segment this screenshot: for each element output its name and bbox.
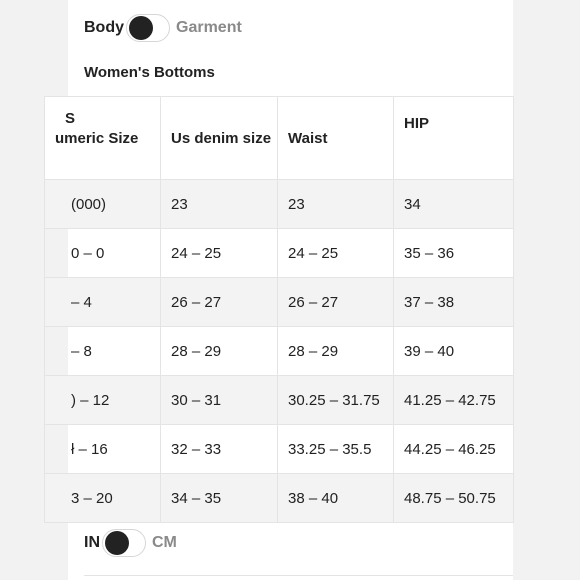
table-row [45,278,514,327]
size-table [44,96,514,523]
table-cell: 30 – 31 [161,376,278,425]
table-cell: – 8 [45,327,161,376]
header-waist: Waist [278,97,394,180]
table-cell: 23 [161,180,278,229]
header-line-2: umeric Size [55,130,139,147]
table-cell: 32 – 33 [161,425,278,474]
table-cell: 3 – 20 [45,474,161,523]
table-cell: 24 – 25 [278,229,394,278]
table-cell: ) – 12 [45,376,161,425]
header-us-denim-size: Us denim size [161,97,278,180]
table-row [45,376,514,425]
table-cell: 23 [278,180,394,229]
table-cell: 48.75 – 50.75 [394,474,514,523]
table-cell: 30.25 – 31.75 [278,376,394,425]
table-row [45,474,514,523]
body-label: Body [84,19,124,36]
table-cell: 39 – 40 [394,327,514,376]
table-row [45,229,514,278]
table-cell: 26 – 27 [161,278,278,327]
table-cell: – 4 [45,278,161,327]
header-hip: HIP [394,97,514,180]
garment-label[interactable]: Garment [176,19,242,36]
table-cell: (000) [45,180,161,229]
switch-knob [105,531,129,555]
table-cell: 35 – 36 [394,229,514,278]
cm-label[interactable]: CM [152,534,177,551]
table-cell: 24 – 25 [161,229,278,278]
table-cell: 34 [394,180,514,229]
table-cell: 34 – 35 [161,474,278,523]
in-cm-toggle-row [84,529,177,557]
table-cell: 41.25 – 42.75 [394,376,514,425]
table-row [45,425,514,474]
body-garment-switch[interactable] [126,14,170,42]
table-cell: ł – 16 [45,425,161,474]
body-garment-toggle-row [84,14,242,42]
in-label: IN [84,534,100,551]
table-cell: 0 – 0 [45,229,161,278]
table-cell: 37 – 38 [394,278,514,327]
header-us-numeric-size [45,97,161,180]
section-title: Women's Bottoms [84,64,215,81]
header-line-1: S [65,110,76,127]
table-row [45,327,514,376]
table-cell: 33.25 – 35.5 [278,425,394,474]
size-chart-panel [55,0,513,580]
in-cm-switch[interactable] [102,529,146,557]
table-cell: 44.25 – 46.25 [394,425,514,474]
divider [84,575,513,576]
table-cell: 38 – 40 [278,474,394,523]
table-cell: 26 – 27 [278,278,394,327]
table-cell: 28 – 29 [278,327,394,376]
table-cell: 28 – 29 [161,327,278,376]
table-row [45,180,514,229]
switch-knob [129,16,153,40]
table-header-row [45,97,514,180]
